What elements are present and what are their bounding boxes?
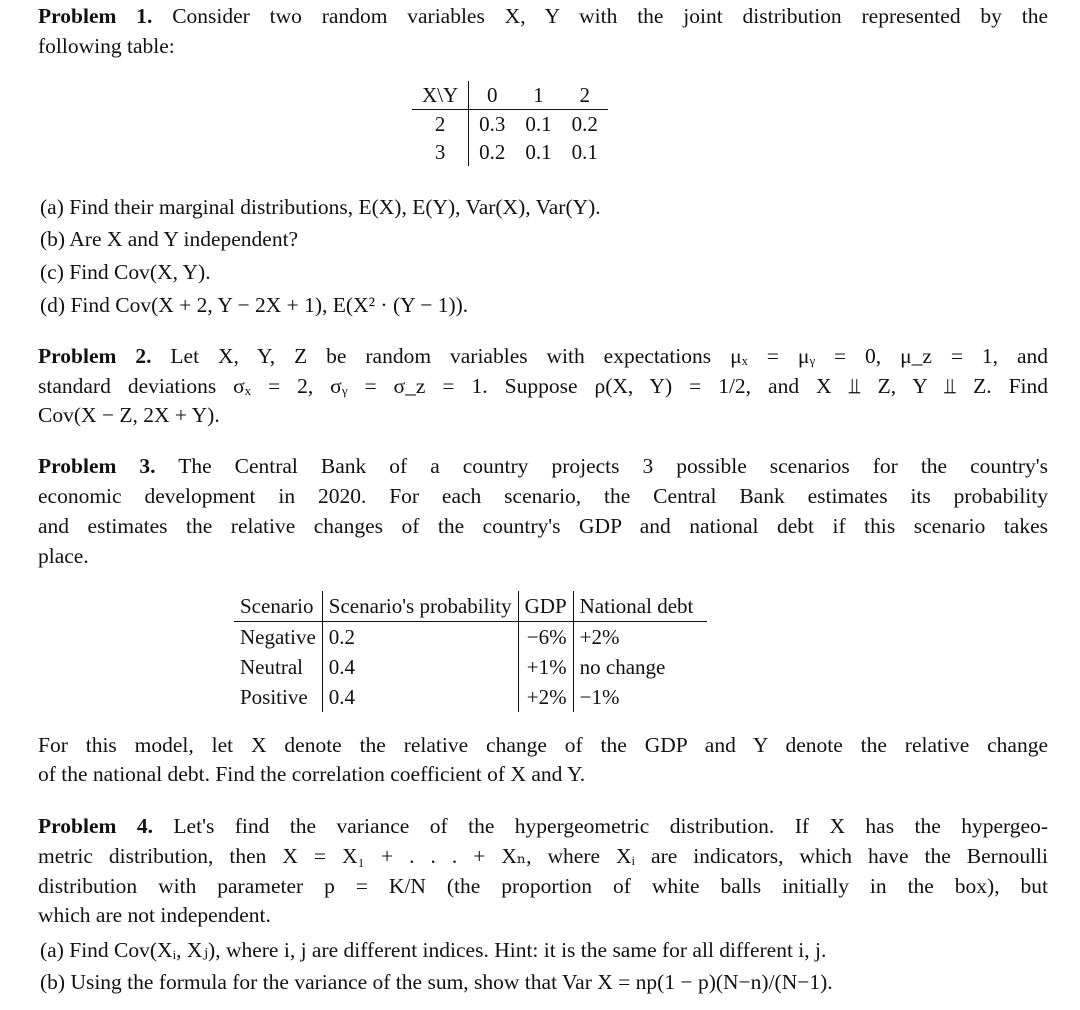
joint-distribution-table [412,81,608,166]
table-row: Negative 0.2 −6% +2% [234,622,707,653]
column-header: Scenario [234,591,322,622]
problem2-label: Problem 2. [38,344,152,368]
problem3-line-3: and estimates the relative changes of the country's GDP and national debt if this scenario takes [38,514,1048,538]
problem2-line-3: Cov(X − Z, 2X + Y). [38,403,220,427]
column-header: 1 [515,81,561,110]
problem4-line-2: metric distribution, then X = X₁ + . . . + Xₙ, where Xᵢ are indicators, which have the Bernoulli [38,844,1048,868]
problem1-line-1: Problem 1. Consider two random variables X, Y with the joint distribution represented by the [38,4,1048,28]
column-header: 2 [562,81,608,110]
problem4-line-4: which are not independent. [38,903,271,927]
problem4-line-1: Problem 4. Let's find the variance of the hypergeometric distribution. If X has the hypergeo- [38,814,1048,838]
problem1-item-a: (a) Find their marginal distributions, E(X), E(Y), Var(X), Var(Y). [40,195,601,219]
table-row: Neutral 0.4 +1% no change [234,652,707,682]
problem4-item-b: (b) Using the formula for the variance of the sum, show that Var X = np(1 − p)(N−n)/(N−1). [40,970,833,994]
table-row: 2 0.3 0.1 0.2 [412,110,608,139]
column-header: National debt [573,591,707,622]
problem3-label: Problem 3. [38,454,156,478]
problem3-after-line-1: For this model, let X denote the relative change of the GDP and Y denote the relative change [38,733,1048,757]
problem1-label: Problem 1. [38,4,153,28]
table-row: 3 0.2 0.1 0.1 [412,138,608,166]
problem4-item-a: (a) Find Cov(Xᵢ, Xⱼ), where i, j are different indices. Hint: it is the same for all different i, j. [40,938,827,962]
problem3-after-line-2: of the national debt. Find the correlation coefficient of X and Y. [38,762,586,786]
problem4-label: Problem 4. [38,814,153,838]
column-header: GDP [518,591,573,622]
problem1-item-d: (d) Find Cov(X + 2, Y − 2X + 1), E(X² · (Y − 1)). [40,293,469,317]
problem3-line-2: economic development in 2020. For each scenario, the Central Bank estimates its probability [38,484,1048,508]
problem4-line-3: distribution with parameter p = K/N (the proportion of white balls initially in the box), but [38,874,1048,898]
table-row: Positive 0.4 +2% −1% [234,682,707,712]
scenario-table [234,591,707,712]
problem1-item-b: (b) Are X and Y independent? [40,227,299,251]
column-header: 0 [469,81,516,110]
problem2-line-2: standard deviations σₓ = 2, σᵧ = σ_z = 1. Suppose ρ(X, Y) = 1/2, and X ⫫ Z, Y ⫫ Z. Find [38,374,1048,398]
problem2-line-1: Problem 2. Let X, Y, Z be random variables with expectations μₓ = μᵧ = 0, μ_z = 1, and [38,344,1048,368]
table-corner: X\Y [412,81,469,110]
problem1-line-2: following table: [38,34,175,58]
problem3-line-4: place. [38,544,89,568]
column-header: Scenario's probability [322,591,518,622]
problem1-item-c: (c) Find Cov(X, Y). [40,260,211,284]
problem3-line-1: Problem 3. The Central Bank of a country projects 3 possible scenarios for the country's [38,454,1048,478]
